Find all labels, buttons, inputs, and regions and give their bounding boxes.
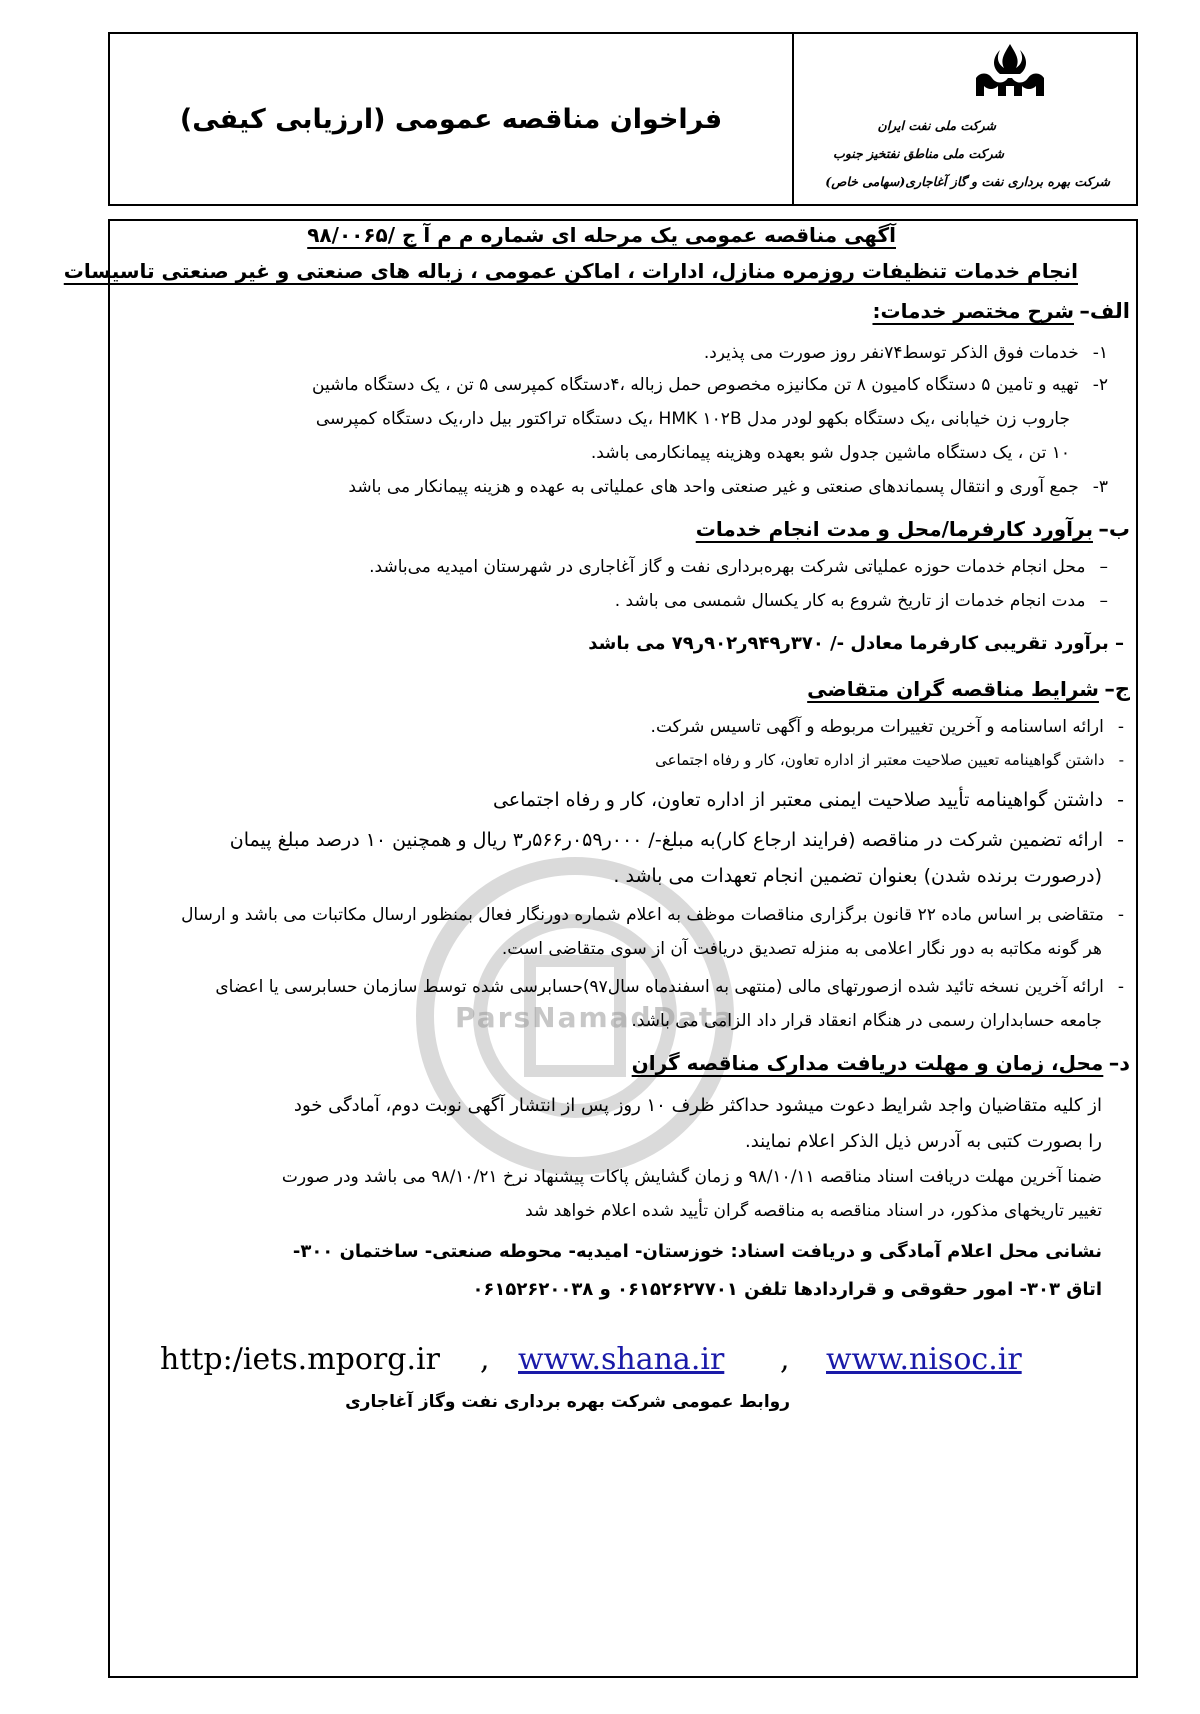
list-item-continuation: ۱۰ تن ، یک دستگاه ماشین جدول شو بعهده وهزینه پیمانکارمی باشد. bbox=[590, 443, 1070, 463]
notice-subtitle: انجام خدمات تنظیفات روزمره منازل، ادارات ، اماکن عمومی ، زباله های صنعتی و غیر صنعتی تاسیسات bbox=[63, 259, 1078, 283]
section-letter: ب– bbox=[1098, 517, 1130, 541]
section-d-heading bbox=[632, 1051, 1130, 1075]
list-item: –محل انجام خدمات حوزه عملیاتی شرکت بهره‌برداری نفت و گاز آغاجاری در شهرستان امیدیه می‌باشد. bbox=[369, 557, 1108, 577]
notice-body-box bbox=[63, 219, 1138, 1678]
list-item: ۲-تهیه و تامین ۵ دستگاه کامیون ۸ تن مکانیزه مخصوص حمل زباله ،۴دستگاه کمپرسی ۵ تن ، یک دستگاه ماشین bbox=[312, 375, 1108, 395]
list-item-continuation: جاروب زن خیابانی ،یک دستگاه بکهو لودر مدل HMK ۱۰۲B ،یک دستگاه تراکتور بیل دار،یک دستگاه کمپرسی bbox=[315, 409, 1070, 429]
list-item-continuation: هر گونه مکاتبه به دور نگار اعلامی به منزله تصدیق دریافت آن از سوی متقاضی است. bbox=[501, 939, 1102, 959]
watermark-text: ParsNamadData bbox=[455, 1001, 735, 1034]
link-iets[interactable]: http:/iets.mporg.ir bbox=[160, 1342, 440, 1377]
paragraph-line: از کلیه متقاضیان واجد شرایط دعوت میشود حداکثر ظرف ۱۰ روز پس از انتشار آگهی نوبت دوم، آمادگی خود bbox=[293, 1095, 1102, 1116]
section-letter: ج– bbox=[1104, 677, 1130, 701]
list-item: -ارائه اساسنامه و آخرین تغییرات مربوطه و آگهی تاسیس شرکت. bbox=[650, 717, 1124, 737]
company-name-line: شرکت بهره برداری نفت و گاز آغاجاری(سهامی خاص) bbox=[825, 174, 1110, 189]
notice-title: آگهی مناقصه عمومی یک مرحله ای شماره م م آ ج /۹۸/۰۰۶۵ bbox=[307, 223, 896, 247]
link-shana[interactable]: www.shana.ir bbox=[518, 1342, 725, 1377]
section-letter: د– bbox=[1108, 1051, 1130, 1075]
list-item: -داشتن گواهینامه تعیین صلاحیت معتبر از اداره تعاون، کار و رفاه اجتماعی bbox=[655, 751, 1124, 769]
section-title: شرایط مناقصه گران متقاضی bbox=[807, 677, 1099, 701]
section-title: برآورد کارفرما/محل و مدت انجام خدمات bbox=[695, 517, 1093, 541]
list-item: -ارائه تضمین شرکت در مناقصه (فرایند ارجاع کار)به مبلغ-/ ۰۰۰ر۰۵۹ر۵۶۶ر۳ ریال و همچنین ۱۰ درصد مبلغ پیمان bbox=[229, 829, 1124, 851]
employer-estimate: – برآورد تقریبی کارفرما معادل -/ ۳۷۰ر۹۴۹ر۹۰۲ر۷۹ می باشد bbox=[588, 633, 1124, 654]
list-item: -ارائه آخرین نسخه تائید شده ازصورتهای مالی (منتهی به اسفندماه سال۹۷)حسابرسی شده توسط سازمان حسابرسی یا اعضای bbox=[215, 977, 1124, 997]
document-title: فراخوان مناقصه عمومی (ارزیابی کیفی) bbox=[179, 103, 723, 135]
company-name-line: شرکت ملی نفت ایران bbox=[877, 118, 996, 133]
section-title: محل، زمان و مهلت دریافت مدارک مناقصه گران bbox=[631, 1051, 1104, 1075]
separator-comma: , bbox=[480, 1342, 490, 1377]
link-nisoc[interactable]: www.nisoc.ir bbox=[826, 1342, 1022, 1377]
paragraph-line: را بصورت کتبی به آدرس ذیل الذکر اعلام نمایند. bbox=[744, 1131, 1102, 1152]
section-b-heading bbox=[696, 517, 1130, 541]
address-line: نشانی محل اعلام آمادگی و دریافت اسناد: خوزستان- امیدیه- محوطه صنعتی- ساختمان ۳۰۰- bbox=[292, 1241, 1102, 1262]
section-c-heading bbox=[807, 677, 1130, 701]
paragraph-line: ضمنا آخرین مهلت دریافت اسناد مناقصه ۹۸/۱۰/۱۱ و زمان گشایش پاکات پیشنهاد نرخ ۹۸/۱۰/۲۱ می باشد ودر صورت bbox=[281, 1167, 1102, 1187]
company-logo-block bbox=[794, 34, 1136, 204]
nioc-flame-logo-icon bbox=[970, 42, 1050, 102]
paragraph-line: تغییر تاریخهای مذکور، در اسناد مناقصه به مناقصه گران تأیید شده اعلام خواهد شد bbox=[525, 1201, 1102, 1221]
address-line: اتاق ۳۰۳- امور حقوقی و قراردادها تلفن ۰۶۱۵۲۶۲۷۷۰۱ و ۰۶۱۵۲۶۲۰۰۳۸ bbox=[472, 1279, 1102, 1300]
separator-comma: , bbox=[780, 1342, 790, 1377]
footer-signature: روابط عمومی شرکت بهره برداری نفت وگاز آغاجاری bbox=[345, 1392, 790, 1412]
list-item: –مدت انجام خدمات از تاریخ شروع به کار یکسال شمسی می باشد . bbox=[614, 591, 1108, 611]
list-item-continuation: جامعه حسابداران رسمی در هنگام انعقاد قرار داد الزامی می باشد. bbox=[631, 1011, 1102, 1031]
list-item: -متقاضی بر اساس ماده ۲۲ قانون برگزاری مناقصات موظف به اعلام شماره دورنگار فعال بمنظور ارسال مکاتبات می باشد و ارسال bbox=[181, 905, 1124, 925]
list-item-continuation: (درصورت برنده شدن) بعنوان تضمین انجام تعهدات می باشد . bbox=[613, 865, 1102, 887]
list-item: -داشتن گواهینامه تأیید صلاحیت ایمنی معتبر از اداره تعاون، کار و رفاه اجتماعی bbox=[492, 789, 1124, 811]
section-letter: الف– bbox=[1079, 299, 1130, 323]
company-name-line: شرکت ملی مناطق نفتخیز جنوب bbox=[833, 146, 1004, 161]
section-a-heading bbox=[872, 299, 1130, 323]
section-title: شرح مختصر خدمات: bbox=[872, 299, 1074, 323]
list-item: ۱-خدمات فوق الذکر توسط۷۴نفر روز صورت می پذیرد. bbox=[703, 343, 1108, 363]
list-item: ۳-جمع آوری و انتقال پسماندهای صنعتی و غیر صنعتی واحد های عملیاتی به عهده و هزینه پیمانکار می باشد bbox=[348, 477, 1108, 497]
header-box bbox=[108, 32, 1138, 206]
